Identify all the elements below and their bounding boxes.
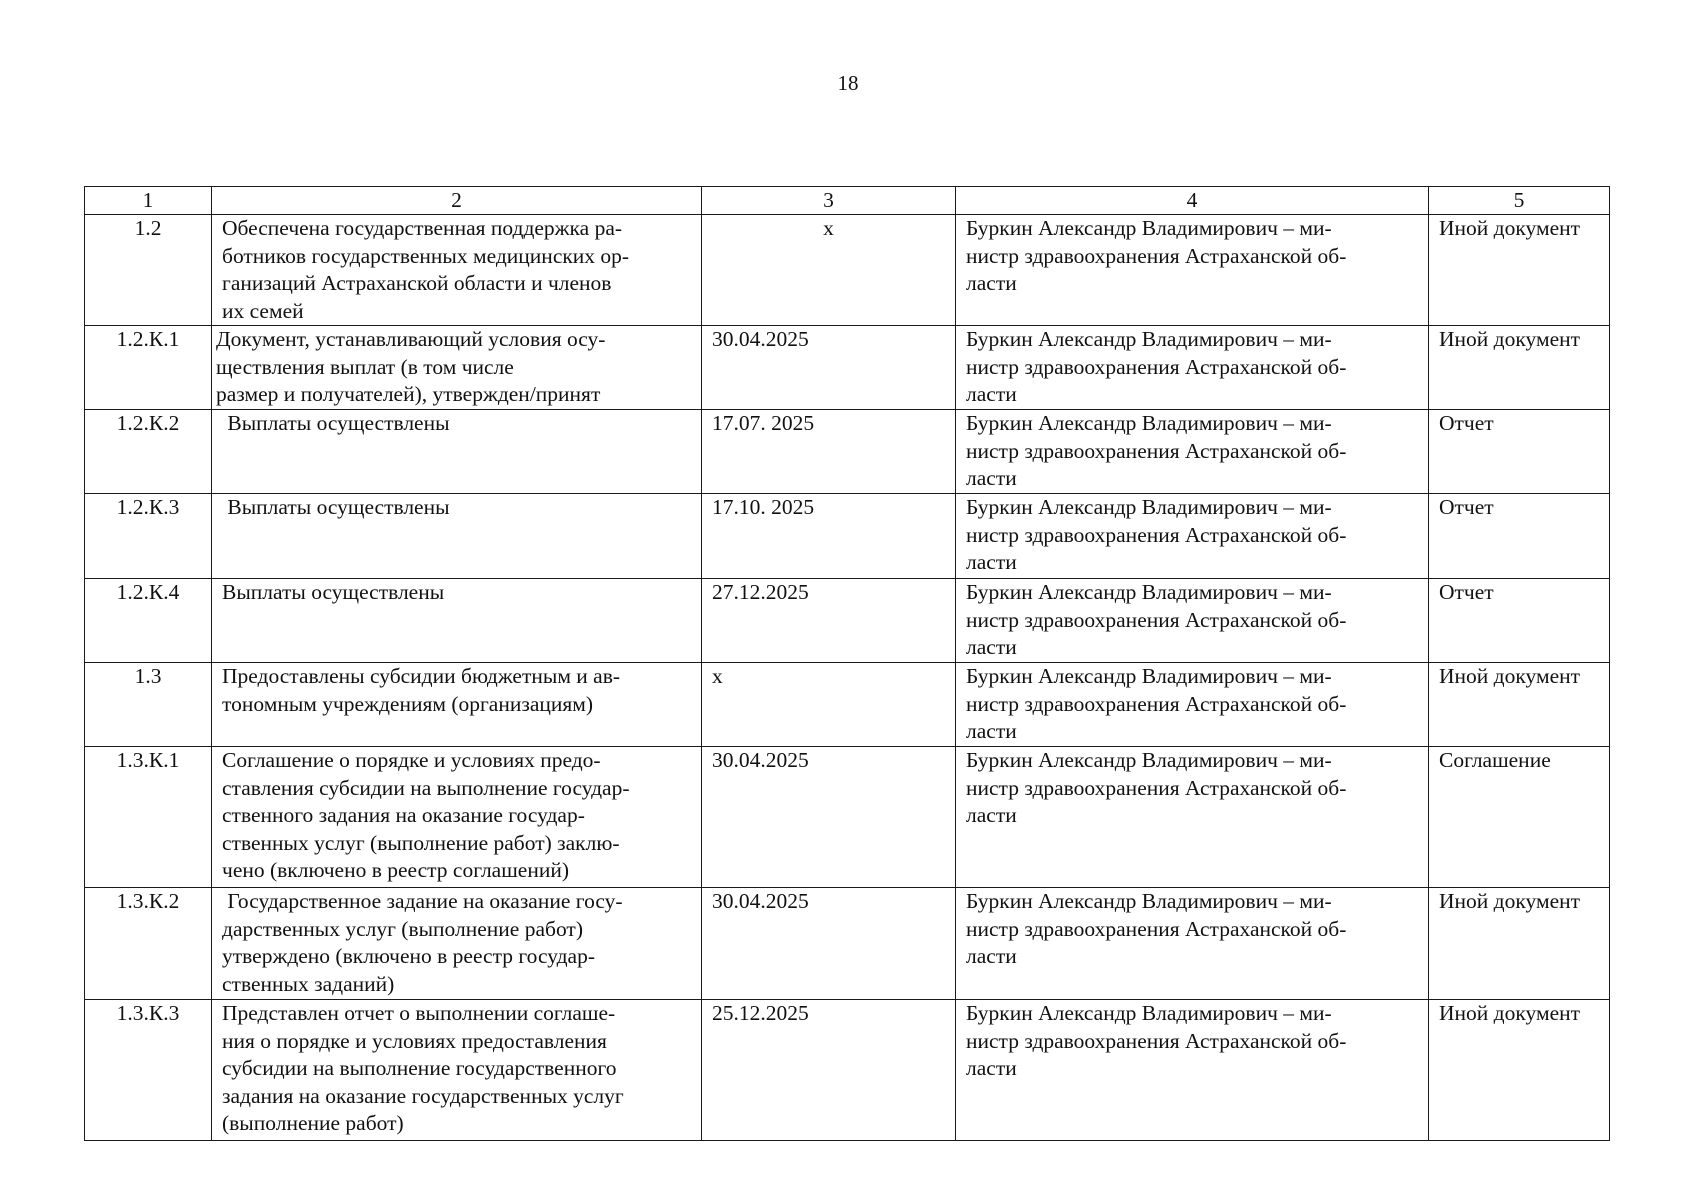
result-name-line: дарственных услуг (выполнение работ) <box>222 916 583 941</box>
result-name-line: ставления субсидии на выполнение государ- <box>222 775 630 800</box>
column-header-1: 1 <box>85 187 212 215</box>
responsible-line: нистр здравоохранения Астраханской об- <box>966 1028 1347 1053</box>
result-name-line: их семей <box>222 298 304 323</box>
table-row <box>85 579 1610 663</box>
responsible-person <box>956 410 1429 494</box>
result-name-line: тономным учреждениям (организациям) <box>222 691 594 716</box>
document-type: Отчет <box>1429 579 1610 663</box>
document-type: Соглашение <box>1429 747 1610 888</box>
column-header-4: 4 <box>956 187 1429 215</box>
responsible-line: ласти <box>966 466 1017 490</box>
table-row <box>85 215 1610 326</box>
row-number: 1.3.К.3 <box>85 1000 212 1141</box>
row-number: 1.3.К.1 <box>85 747 212 888</box>
responsible-line: нистр здравоохранения Астраханской об- <box>966 438 1347 463</box>
responsible-line: нистр здравоохранения Астраханской об- <box>966 354 1347 379</box>
deadline-date: 25.12.2025 <box>702 1000 956 1141</box>
responsible-line: Буркин Александр Владимирович – ми- <box>966 1001 1332 1025</box>
result-name <box>212 410 702 494</box>
deadline-date: 17.07. 2025 <box>702 410 956 494</box>
result-name-line: размер и получателей), утвержден/принят <box>216 382 601 406</box>
table-row <box>85 888 1610 1000</box>
responsible-line: нистр здравоохранения Астраханской об- <box>966 522 1347 547</box>
result-name-line: Выплаты осуществлены <box>222 580 445 604</box>
column-header-3: 3 <box>702 187 956 215</box>
row-number: 1.3.К.2 <box>85 888 212 1000</box>
result-name-line: ботников государственных медицинских ор- <box>222 243 630 268</box>
result-name-line: субсидии на выполнение государственного <box>222 1056 617 1080</box>
responsible-line: Буркин Александр Владимирович – ми- <box>966 664 1332 688</box>
responsible-person <box>956 494 1429 579</box>
responsible-person <box>956 1000 1429 1141</box>
responsible-person <box>956 663 1429 747</box>
document-type: Отчет <box>1429 410 1610 494</box>
result-name-line: ственных заданий) <box>222 971 395 996</box>
responsible-line: нистр здравоохранения Астраханской об- <box>966 775 1347 800</box>
table-row <box>85 326 1610 410</box>
row-number: 1.2.К.4 <box>85 579 212 663</box>
responsible-line: Буркин Александр Владимирович – ми- <box>966 495 1332 519</box>
responsible-line: нистр здравоохранения Астраханской об- <box>966 243 1347 268</box>
table-row <box>85 1000 1610 1141</box>
result-name-line: Государственное задание на оказание госу- <box>222 889 623 913</box>
result-name-line: (выполнение работ) <box>222 1111 404 1135</box>
responsible-line: Буркин Александр Владимирович – ми- <box>966 580 1332 604</box>
responsible-person <box>956 326 1429 410</box>
result-name <box>212 663 702 747</box>
deadline-date: 30.04.2025 <box>702 888 956 1000</box>
document-type: Иной документ <box>1429 888 1610 1000</box>
row-number: 1.2 <box>85 215 212 326</box>
responsible-line: нистр здравоохранения Астраханской об- <box>966 607 1347 632</box>
responsible-line: Буркин Александр Владимирович – ми- <box>966 748 1332 772</box>
responsible-line: Буркин Александр Владимирович – ми- <box>966 327 1332 351</box>
deadline-date: x <box>702 663 956 747</box>
deadline-date: x <box>702 215 956 326</box>
plan-table <box>84 186 1610 1141</box>
row-number: 1.2.К.3 <box>85 494 212 579</box>
table-row <box>85 747 1610 888</box>
responsible-line: ласти <box>966 803 1017 827</box>
result-name-line: Выплаты осуществлены <box>222 411 450 435</box>
header-row <box>85 187 1610 215</box>
result-name <box>212 494 702 579</box>
responsible-line: Буркин Александр Владимирович – ми- <box>966 411 1332 435</box>
responsible-line: ласти <box>966 1056 1017 1080</box>
row-number: 1.2.К.2 <box>85 410 212 494</box>
result-name-line: Выплаты осуществлены <box>222 495 450 519</box>
responsible-line: Буркин Александр Владимирович – ми- <box>966 889 1332 913</box>
responsible-line: ласти <box>966 719 1017 743</box>
responsible-person <box>956 747 1429 888</box>
responsible-person <box>956 888 1429 1000</box>
document-type: Иной документ <box>1429 215 1610 326</box>
responsible-line: ласти <box>966 382 1017 406</box>
responsible-person <box>956 579 1429 663</box>
result-name-line: Обеспечена государственная поддержка ра- <box>222 216 623 240</box>
result-name-line: утверждено (включено в реестр государ- <box>222 944 595 968</box>
responsible-line: ласти <box>966 271 1017 295</box>
document-type: Иной документ <box>1429 326 1610 410</box>
result-name <box>212 1000 702 1141</box>
row-number: 1.3 <box>85 663 212 747</box>
table-row <box>85 410 1610 494</box>
result-name-line: Соглашение о порядке и условиях предо- <box>222 748 601 772</box>
column-header-5: 5 <box>1429 187 1610 215</box>
result-name-line: Представлен отчет о выполнении соглаше- <box>222 1001 616 1025</box>
result-name <box>212 747 702 888</box>
table-row <box>85 494 1610 579</box>
deadline-date: 30.04.2025 <box>702 747 956 888</box>
result-name <box>212 326 702 410</box>
column-header-2: 2 <box>212 187 702 215</box>
result-name-line: чено (включено в реестр соглашений) <box>222 858 569 882</box>
responsible-line: ласти <box>966 635 1017 659</box>
document-type: Иной документ <box>1429 1000 1610 1141</box>
responsible-person <box>956 215 1429 326</box>
page-number: 18 <box>837 71 859 95</box>
document-type: Отчет <box>1429 494 1610 579</box>
result-name <box>212 888 702 1000</box>
result-name-line: ственного задания на оказание государ- <box>222 803 585 827</box>
result-name-line: Документ, устанавливающий условия осу- <box>216 327 606 351</box>
responsible-line: Буркин Александр Владимирович – ми- <box>966 216 1332 240</box>
responsible-line: нистр здравоохранения Астраханской об- <box>966 916 1347 941</box>
deadline-date: 27.12.2025 <box>702 579 956 663</box>
result-name-line: ганизаций Астраханской области и членов <box>222 271 612 295</box>
result-name-line: Предоставлены субсидии бюджетным и ав- <box>222 664 621 688</box>
deadline-date: 30.04.2025 <box>702 326 956 410</box>
table-row <box>85 663 1610 747</box>
responsible-line: нистр здравоохранения Астраханской об- <box>966 691 1347 716</box>
result-name <box>212 579 702 663</box>
result-name-line: задания на оказание государственных услуг <box>222 1083 624 1108</box>
responsible-line: ласти <box>966 550 1017 574</box>
deadline-date: 17.10. 2025 <box>702 494 956 579</box>
result-name-line: ществления выплат (в том числе <box>216 354 514 379</box>
result-name <box>212 215 702 326</box>
responsible-line: ласти <box>966 944 1017 968</box>
result-name-line: ственных услуг (выполнение работ) заклю- <box>222 830 620 855</box>
document-type: Иной документ <box>1429 663 1610 747</box>
result-name-line: ния о порядке и условиях предоставления <box>222 1028 607 1053</box>
row-number: 1.2.К.1 <box>85 326 212 410</box>
